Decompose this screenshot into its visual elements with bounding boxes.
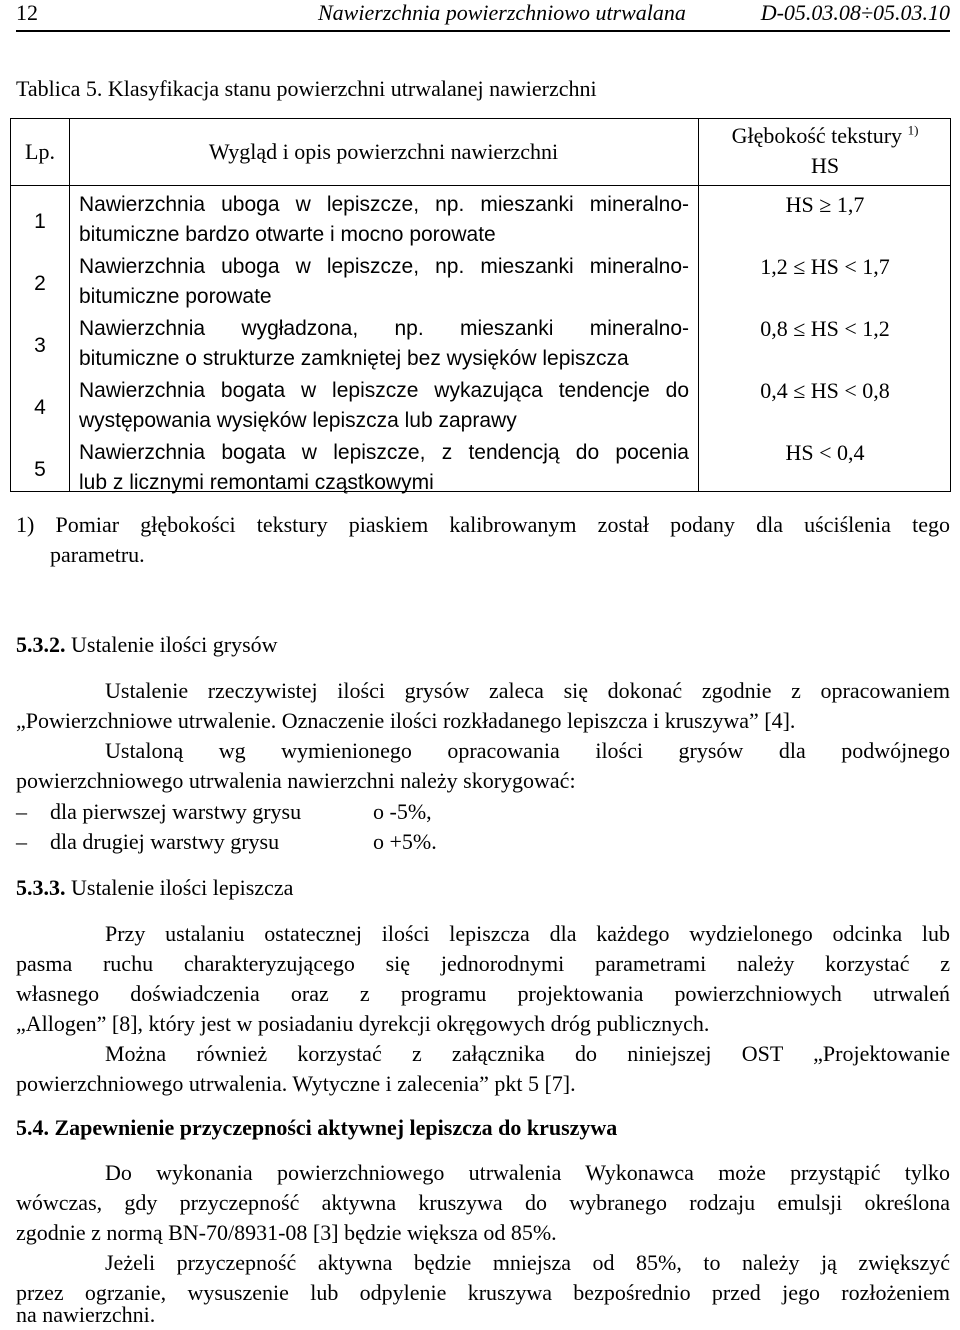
section-title: Ustalenie ilości grysów bbox=[71, 632, 278, 657]
header-depth-footnote-mark: 1) bbox=[907, 122, 919, 138]
paragraph-line: zgodnie z normą BN-70/8931-08 [3] będzie większa od 85%. bbox=[16, 1220, 557, 1245]
row-description-line1: Nawierzchnia uboga w lepiszcze, np. mieszanki mineralno- bbox=[79, 193, 689, 216]
list-item-value: o -5%, bbox=[373, 799, 432, 824]
section-title: Ustalenie ilości lepiszcza bbox=[71, 875, 294, 900]
table-header-divider bbox=[11, 185, 950, 186]
paragraph-line: Można również korzystać z załącznika do niniejszej OST „Projektowanie bbox=[105, 1041, 950, 1066]
section-heading bbox=[16, 1113, 617, 1143]
paragraph-line: Ustaloną wg wymienionego opracowania ilości grysów dla podwójnego bbox=[105, 738, 950, 763]
classification-table bbox=[10, 118, 951, 492]
row-description-line2: bitumiczne o strukturze zamkniętej bez wysięków lepiszcza bbox=[79, 347, 629, 370]
paragraph-line: na nawierzchni. bbox=[16, 1302, 156, 1327]
row-value: 0,4 ≤ HS < 0,8 bbox=[760, 378, 890, 403]
paragraph-line: powierzchniowego utrwalenia nawierzchni należy skorygować: bbox=[16, 768, 576, 793]
dash-bullet: – bbox=[16, 799, 27, 824]
row-value: 1,2 ≤ HS < 1,7 bbox=[760, 254, 890, 279]
list-item bbox=[16, 827, 27, 857]
paragraph-line: powierzchniowego utrwalenia. Wytyczne i zalecenia” pkt 5 [7]. bbox=[16, 1071, 576, 1096]
running-header bbox=[16, 0, 950, 32]
row-lp: 5 bbox=[34, 458, 46, 481]
section-heading bbox=[16, 630, 278, 660]
row-lp: 2 bbox=[34, 272, 46, 295]
header-depth bbox=[698, 121, 952, 151]
paragraph-line: wówczas, gdy przyczepność aktywna kruszywa do wybranego rodzaju emulsji określona bbox=[16, 1190, 950, 1215]
row-value: HS ≥ 1,7 bbox=[785, 192, 865, 217]
row-description-line2: bitumiczne porowate bbox=[79, 285, 272, 308]
row-value: 0,8 ≤ HS < 1,2 bbox=[760, 316, 890, 341]
paragraph-line: Jeżeli przyczepność aktywna będzie mniejsza od 85%, to należy ją zwiększyć bbox=[105, 1250, 950, 1275]
row-description-line2: lub z licznymi remontami cząstkowymi bbox=[79, 471, 434, 494]
list-item-value: o +5%. bbox=[373, 829, 437, 854]
header-description: Wygląd i opis powierzchni nawierzchni bbox=[208, 139, 559, 164]
row-lp: 4 bbox=[34, 396, 46, 419]
header-title: Nawierzchnia powierzchniowo utrwalana bbox=[318, 0, 686, 25]
dash-bullet: – bbox=[16, 829, 27, 854]
row-lp: 1 bbox=[34, 210, 46, 233]
paragraph-line: pasma ruchu charakteryzującego się jednorodnymi parametrami należy korzystać z bbox=[16, 951, 950, 976]
header-depth-unit: HS bbox=[810, 153, 840, 178]
section-title: Zapewnienie przyczepności aktywnej lepiszcza do kruszywa bbox=[54, 1115, 618, 1140]
row-description-line2: bitumiczne bardzo otwarte i mocno porowate bbox=[79, 223, 496, 246]
section-number: 5.3.3. bbox=[16, 875, 66, 900]
row-description-line2: występowania wysięków lepiszcza lub zaprawy bbox=[79, 409, 517, 432]
row-description-line1: Nawierzchnia wygładzona, np. mieszanki mineralno- bbox=[79, 317, 689, 340]
paragraph-line: „Powierzchniowe utrwalenie. Oznaczenie ilości rozkładanego lepiszcza i kruszywa” [4]. bbox=[16, 708, 796, 733]
header-depth-label: Głębokość tekstury bbox=[731, 123, 903, 148]
list-item bbox=[16, 797, 27, 827]
paragraph-line: Przy ustalaniu ostatecznej ilości lepiszcza dla każdego wydzielonego odcinka lub bbox=[105, 921, 950, 946]
paragraph-line: Do wykonania powierzchniowego utrwalenia Wykonawca może przystąpić tylko bbox=[105, 1160, 950, 1185]
paragraph-line: własnego doświadczenia oraz z programu projektowania powierzchniowych utrwaleń bbox=[16, 981, 950, 1006]
row-value: HS < 0,4 bbox=[785, 440, 865, 465]
row-lp: 3 bbox=[34, 334, 46, 357]
paragraph-line: Ustalenie rzeczywistej ilości grysów zaleca się dokonać zgodnie z opracowaniem bbox=[105, 678, 950, 703]
page-number: 12 bbox=[16, 0, 38, 25]
section-number: 5.4. bbox=[16, 1115, 49, 1140]
header-code: D-05.03.08÷05.03.10 bbox=[760, 0, 950, 25]
header-lp: Lp. bbox=[25, 139, 55, 164]
footnote-line1: 1) Pomiar głębokości tekstury piaskiem kalibrowanym został podany dla uściślenia tego bbox=[16, 512, 950, 537]
table-divider bbox=[69, 119, 70, 491]
table-caption: Tablica 5. Klasyfikacja stanu powierzchni utrwalanej nawierzchni bbox=[16, 76, 597, 101]
footnote-line2: parametru. bbox=[50, 542, 145, 567]
section-heading bbox=[16, 873, 293, 903]
row-description-line1: Nawierzchnia bogata w lepiszcze wykazująca tendencje do bbox=[79, 379, 689, 402]
row-description-line1: Nawierzchnia bogata w lepiszcze, z tendencją do pocenia bbox=[79, 441, 689, 464]
list-item-label: dla drugiej warstwy grysu bbox=[50, 829, 280, 854]
paragraph-line: „Allogen” [8], który jest w posiadaniu dyrekcji okręgowych dróg publicznych. bbox=[16, 1011, 710, 1036]
paragraph-line: przez ogrzanie, wysuszenie lub odpylenie kruszywa bezpośrednio przed jego rozłożeniem bbox=[16, 1280, 950, 1305]
section-number: 5.3.2. bbox=[16, 632, 66, 657]
row-description-line1: Nawierzchnia uboga w lepiszcze, np. mieszanki mineralno- bbox=[79, 255, 689, 278]
list-item-label: dla pierwszej warstwy grysu bbox=[50, 799, 302, 824]
